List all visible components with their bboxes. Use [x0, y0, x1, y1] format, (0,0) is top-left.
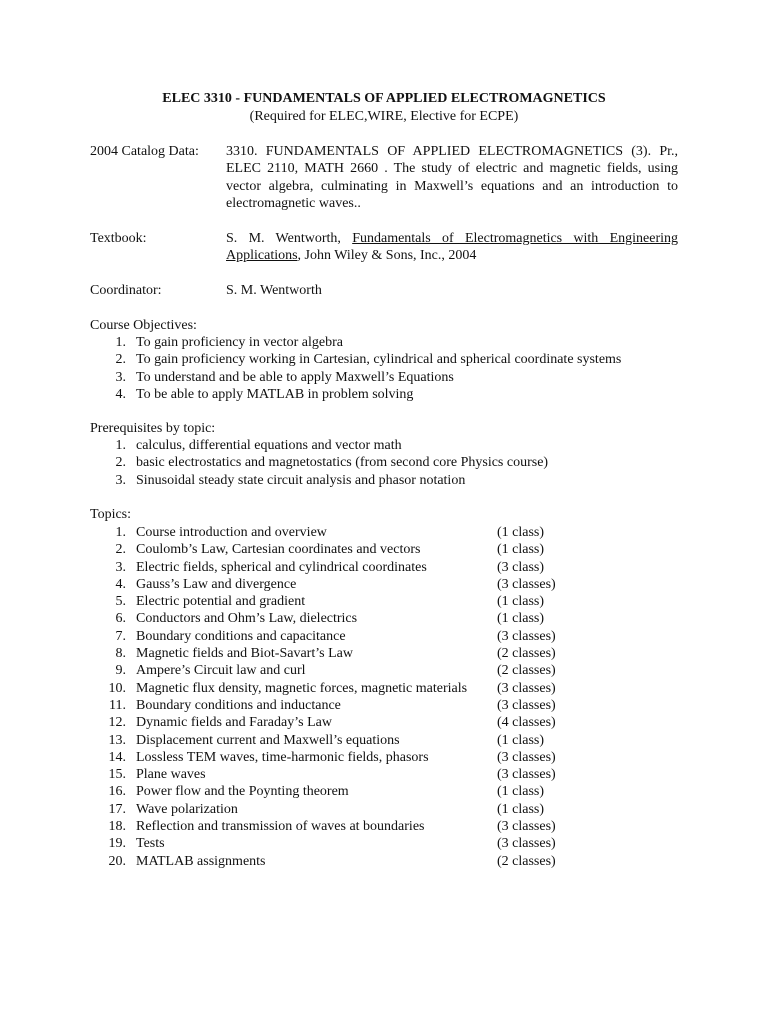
list-item-class-count: (3 class): [497, 559, 545, 575]
list-item-text: Lossless TEM waves, time-harmonic fields, phasors: [136, 749, 429, 765]
topics-heading: Topics:: [90, 507, 132, 522]
list-item-text: Power flow and the Poynting theorem: [136, 784, 349, 800]
list-item-number: 3.: [115, 559, 126, 575]
list-item-number: 4.: [115, 386, 126, 402]
list-item-number: 5.: [115, 594, 126, 610]
list-item-number: 7.: [115, 628, 126, 644]
list-item-text: Electric fields, spherical and cylindrical coordinates: [136, 559, 427, 575]
list-item-text: Wave polarization: [136, 801, 238, 817]
list-item-text: Conductors and Ohm’s Law, dielectrics: [136, 611, 358, 627]
list-item-text: Reflection and transmission of waves at boundaries: [136, 819, 425, 835]
textbook-author: S. M. Wentworth,: [226, 231, 353, 246]
list-item-text: Magnetic fields and Biot-Savart’s Law: [136, 646, 353, 662]
list-item-class-count: (3 classes): [497, 680, 556, 696]
textbook-citation: [226, 230, 678, 265]
list-item-number: 10.: [108, 680, 126, 696]
list-item-class-count: (1 class): [497, 525, 545, 540]
list-item-text: Coulomb’s Law, Cartesian coordinates and vectors: [136, 542, 421, 558]
list-item-class-count: (2 classes): [497, 663, 556, 679]
list-item-text: Ampere’s Circuit law and curl: [136, 663, 306, 679]
list-item-number: 19.: [108, 836, 126, 852]
list-item-text: To be able to apply MATLAB in problem solving: [136, 386, 414, 402]
list-item-class-count: (3 classes): [497, 767, 556, 783]
list-item-text: To gain proficiency working in Cartesian, cylindrical and spherical coordinate systems: [136, 352, 622, 368]
catalog-label: 2004 Catalog Data:: [90, 144, 199, 159]
list-item-number: 13.: [108, 732, 126, 748]
textbook-title: Fundamentals of Electromagnetics with Engineering Applications: [226, 231, 679, 264]
list-item-text: MATLAB assignments: [136, 853, 266, 869]
catalog-text: 3310. FUNDAMENTALS OF APPLIED ELECTROMAGNETICS (3). Pr., ELEC 2110, MATH 2660 . The study of electric and magnetic fields, using vector algebra, culminating in Maxwell’s equations and an introduction to electromagnetic waves..: [226, 144, 678, 211]
list-item-class-count: (3 classes): [497, 749, 556, 765]
list-item-number: 9.: [115, 663, 126, 679]
list-item-text: Course introduction and overview: [136, 525, 327, 540]
list-item-class-count: (1 class): [497, 784, 545, 800]
list-item-number: 6.: [115, 611, 126, 627]
list-item-text: To gain proficiency in vector algebra: [136, 335, 343, 350]
list-item-class-count: (3 classes): [497, 819, 556, 835]
list-item-number: 4.: [115, 576, 126, 592]
list-item-number: 18.: [108, 819, 126, 835]
textbook-label: Textbook:: [90, 231, 147, 246]
list-item-number: 11.: [109, 697, 126, 713]
list-item-number: 3.: [115, 472, 126, 488]
list-item-class-count: (2 classes): [497, 646, 556, 662]
list-item-text: Sinusoidal steady state circuit analysis and phasor notation: [136, 472, 466, 488]
list-item-text: Boundary conditions and inductance: [136, 697, 341, 713]
list-item-number: 12.: [108, 715, 126, 731]
list-item-number: 17.: [108, 801, 126, 817]
list-item-class-count: (4 classes): [497, 715, 556, 731]
list-item-text: Tests: [136, 836, 165, 852]
list-item-number: 16.: [108, 784, 126, 800]
list-item-text: Plane waves: [136, 767, 206, 783]
list-item-text: calculus, differential equations and vector math: [136, 438, 402, 453]
list-item-number: 2.: [115, 352, 126, 368]
page-subtitle: (Required for ELEC,WIRE, Elective for ECPE): [249, 109, 519, 124]
list-item-class-count: (3 classes): [497, 628, 556, 644]
prerequisites-heading: Prerequisites by topic:: [90, 421, 216, 436]
textbook-publisher: , John Wiley & Sons, Inc., 2004: [297, 248, 477, 264]
list-item-class-count: (1 class): [497, 732, 545, 748]
list-item-number: 8.: [115, 646, 126, 662]
list-item-text: basic electrostatics and magnetostatics (from second core Physics course): [136, 455, 549, 471]
list-item-class-count: (1 class): [497, 801, 545, 817]
list-item-number: 2.: [115, 455, 126, 471]
coordinator-name: S. M. Wentworth: [226, 283, 322, 298]
list-item-text: Displacement current and Maxwell’s equations: [136, 732, 400, 748]
list-item-text: To understand and be able to apply Maxwell’s Equations: [136, 369, 454, 385]
list-item-number: 1.: [115, 335, 126, 350]
list-item-text: Electric potential and gradient: [136, 594, 306, 610]
list-item-number: 3.: [115, 369, 126, 385]
list-item-number: 14.: [108, 749, 126, 765]
list-item-number: 1.: [115, 525, 126, 540]
list-item-class-count: (1 class): [497, 542, 545, 558]
list-item-number: 1.: [115, 438, 126, 453]
list-item-number: 15.: [108, 767, 126, 783]
list-item-number: 20.: [108, 853, 126, 869]
list-item-class-count: (3 classes): [497, 836, 556, 852]
list-item-text: Magnetic flux density, magnetic forces, magnetic materials: [136, 680, 468, 696]
list-item-text: Dynamic fields and Faraday’s Law: [136, 715, 332, 731]
list-item-class-count: (3 classes): [497, 697, 556, 713]
list-item-text: Gauss’s Law and divergence: [136, 576, 297, 592]
list-item-text: Boundary conditions and capacitance: [136, 628, 346, 644]
list-item-class-count: (1 class): [497, 611, 545, 627]
list-item-class-count: (2 classes): [497, 853, 556, 869]
list-item-number: 2.: [115, 542, 126, 558]
page-title: ELEC 3310 - FUNDAMENTALS OF APPLIED ELECTROMAGNETICS: [162, 91, 606, 106]
coordinator-label: Coordinator:: [90, 283, 162, 298]
list-item-class-count: (3 classes): [497, 576, 556, 592]
list-item-class-count: (1 class): [497, 594, 545, 610]
objectives-heading: Course Objectives:: [90, 318, 197, 333]
